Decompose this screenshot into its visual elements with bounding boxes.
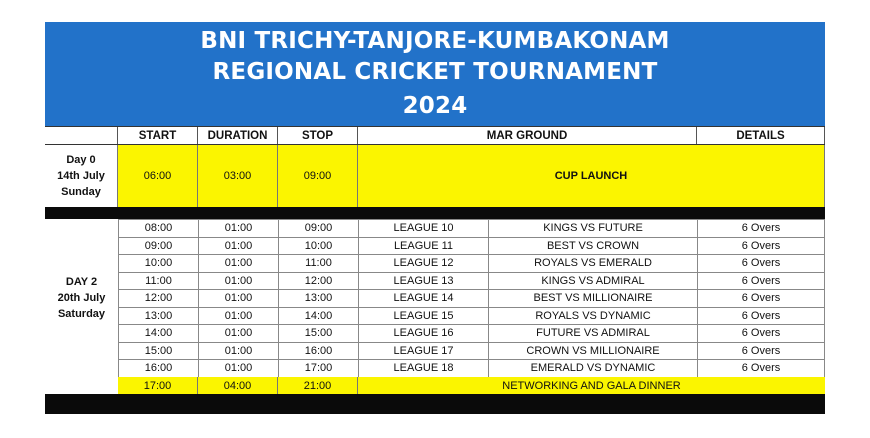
dinner-duration: 04:00 (198, 377, 278, 394)
line-top (45, 126, 825, 127)
match-details: 6 Overs (697, 272, 825, 290)
match-league: LEAGUE 13 (358, 272, 488, 290)
match-duration: 01:00 (198, 359, 278, 377)
match-stop: 10:00 (278, 237, 358, 255)
header-ground: MAR GROUND (358, 127, 697, 145)
match-match: BEST VS CROWN (488, 237, 697, 255)
dinner-start: 17:00 (118, 377, 198, 394)
day0-line3: Sunday (61, 186, 101, 198)
match-duration: 01:00 (198, 237, 278, 255)
match-match: ROYALS VS DYNAMIC (488, 307, 697, 325)
match-stop: 12:00 (278, 272, 358, 290)
match-stop: 13:00 (278, 289, 358, 307)
match-details: 6 Overs (697, 359, 825, 377)
match-duration: 01:00 (198, 272, 278, 290)
day2-line3: Saturday (57, 307, 106, 320)
match-league: LEAGUE 15 (358, 307, 488, 325)
match-start: 16:00 (118, 359, 198, 377)
match-match: BEST VS MILLIONAIRE (488, 289, 697, 307)
match-match: FUTURE VS ADMIRAL (488, 324, 697, 342)
header-blank (45, 127, 118, 145)
match-league: LEAGUE 18 (358, 359, 488, 377)
match-match: CROWN VS MILLIONAIRE (488, 342, 697, 360)
title-line-1: BNI TRICHY-TANJORE-KUMBAKONAM (200, 28, 670, 54)
match-duration: 01:00 (198, 307, 278, 325)
match-league: LEAGUE 11 (358, 237, 488, 255)
match-start: 10:00 (118, 254, 198, 272)
match-stop: 11:00 (278, 254, 358, 272)
match-duration: 01:00 (198, 342, 278, 360)
match-stop: 16:00 (278, 342, 358, 360)
day2-label (45, 219, 118, 376)
match-details: 6 Overs (697, 342, 825, 360)
match-details: 6 Overs (697, 237, 825, 255)
match-start: 09:00 (118, 237, 198, 255)
match-league: LEAGUE 16 (358, 324, 488, 342)
match-match: EMERALD VS DYNAMIC (488, 359, 697, 377)
match-duration: 01:00 (198, 254, 278, 272)
match-stop: 17:00 (278, 359, 358, 377)
separator-bar-bottom (45, 394, 825, 414)
header-duration: DURATION (198, 127, 278, 145)
match-details: 6 Overs (697, 254, 825, 272)
match-start: 15:00 (118, 342, 198, 360)
day0-line1: Day 0 (66, 154, 96, 166)
match-start: 12:00 (118, 289, 198, 307)
match-details: 6 Overs (697, 289, 825, 307)
day2-line2: 20th July (57, 291, 106, 304)
day0-label (45, 145, 118, 207)
match-duration: 01:00 (198, 324, 278, 342)
match-match: KINGS VS FUTURE (488, 219, 697, 237)
match-duration: 01:00 (198, 289, 278, 307)
match-match: ROYALS VS EMERALD (488, 254, 697, 272)
day0-stop: 09:00 (278, 145, 358, 207)
day0-duration: 03:00 (198, 145, 278, 207)
match-league: LEAGUE 10 (358, 219, 488, 237)
match-details: 6 Overs (697, 324, 825, 342)
match-stop: 15:00 (278, 324, 358, 342)
title-banner (45, 22, 825, 126)
header-start: START (118, 127, 198, 145)
day0-start: 06:00 (118, 145, 198, 207)
match-details: 6 Overs (697, 307, 825, 325)
dinner-left-blank (45, 377, 118, 394)
day2-line1: DAY 2 (65, 275, 98, 288)
match-league: LEAGUE 17 (358, 342, 488, 360)
match-duration: 01:00 (198, 219, 278, 237)
title-line-2: REGIONAL CRICKET TOURNAMENT (212, 59, 658, 85)
match-details: 6 Overs (697, 219, 825, 237)
match-stop: 09:00 (278, 219, 358, 237)
match-start: 13:00 (118, 307, 198, 325)
day0-line2: 14th July (57, 170, 105, 182)
line-under-header (45, 144, 825, 145)
match-start: 08:00 (118, 219, 198, 237)
match-league: LEAGUE 12 (358, 254, 488, 272)
separator-bar-top (45, 207, 825, 219)
header-details: DETAILS (697, 127, 825, 145)
match-match: KINGS VS ADMIRAL (488, 272, 697, 290)
match-start: 11:00 (118, 272, 198, 290)
dinner-stop: 21:00 (278, 377, 358, 394)
day0-event: CUP LAUNCH (358, 145, 825, 207)
header-stop: STOP (278, 127, 358, 145)
title-year: 2024 (402, 93, 468, 119)
dinner-event: NETWORKING AND GALA DINNER (358, 377, 825, 394)
match-start: 14:00 (118, 324, 198, 342)
match-league: LEAGUE 14 (358, 289, 488, 307)
match-stop: 14:00 (278, 307, 358, 325)
